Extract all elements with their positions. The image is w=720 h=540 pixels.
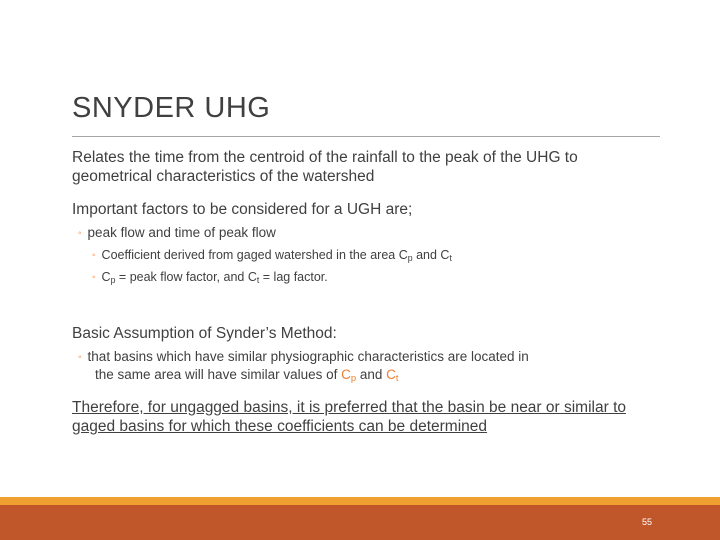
footer-stripe (0, 497, 720, 505)
cp-symbol: C (341, 367, 351, 382)
footer-bar (0, 505, 720, 540)
subscript-p: p (110, 275, 116, 285)
page-number: 55 (642, 517, 653, 527)
factor-text: = peak flow factor, and C (115, 270, 257, 284)
bullet-peak-flow (78, 224, 276, 242)
bullet-icon: ◦ (78, 228, 82, 239)
bullet-icon: ◦ (78, 352, 82, 363)
paragraph-basic-assumption: Basic Assumption of Synder’s Method: (72, 325, 337, 342)
bullet-text: peak flow and time of peak flow (87, 225, 276, 240)
assumption-and: and (356, 367, 387, 382)
cp-symbol: C (101, 270, 111, 284)
sub-bullet-coefficient (92, 247, 452, 267)
sub-bullet-text: Coefficient derived from gaged watershed in the area C (101, 248, 408, 262)
bullet-icon: ◦ (92, 272, 96, 283)
paragraph-conclusion: Therefore, for ungagged basins, it is preferred that the basin be near or similar to gaged basins for which these coefficients can be determined (72, 399, 626, 435)
subscript-p: p (350, 373, 357, 384)
factor-end: = lag factor. (259, 270, 328, 284)
subscript-p: p (407, 253, 413, 263)
subscript-t: t (395, 373, 399, 384)
assumption-line2 (78, 366, 658, 387)
bullet-assumption (78, 348, 658, 387)
subscript-t: t (256, 275, 260, 285)
subscript-t: t (449, 253, 452, 263)
sub-bullet-factors (92, 269, 328, 289)
paragraph-important-factors: Important factors to be considered for a UGH are; (72, 201, 413, 218)
paragraph-relates: Relates the time from the centroid of the rainfall to the peak of the UHG to geometrical characteristics of the watershed (72, 149, 578, 185)
sub-bullet-and: and C (412, 248, 450, 262)
title-divider (72, 136, 660, 137)
ct-symbol: C (386, 367, 396, 382)
bullet-icon: ◦ (92, 250, 96, 261)
assumption-line1: that basins which have similar physiographic characteristics are located in (87, 349, 529, 364)
assumption-line2-text: the same area will have similar values of (95, 367, 342, 382)
slide-title: SNYDER UHG (72, 92, 271, 124)
